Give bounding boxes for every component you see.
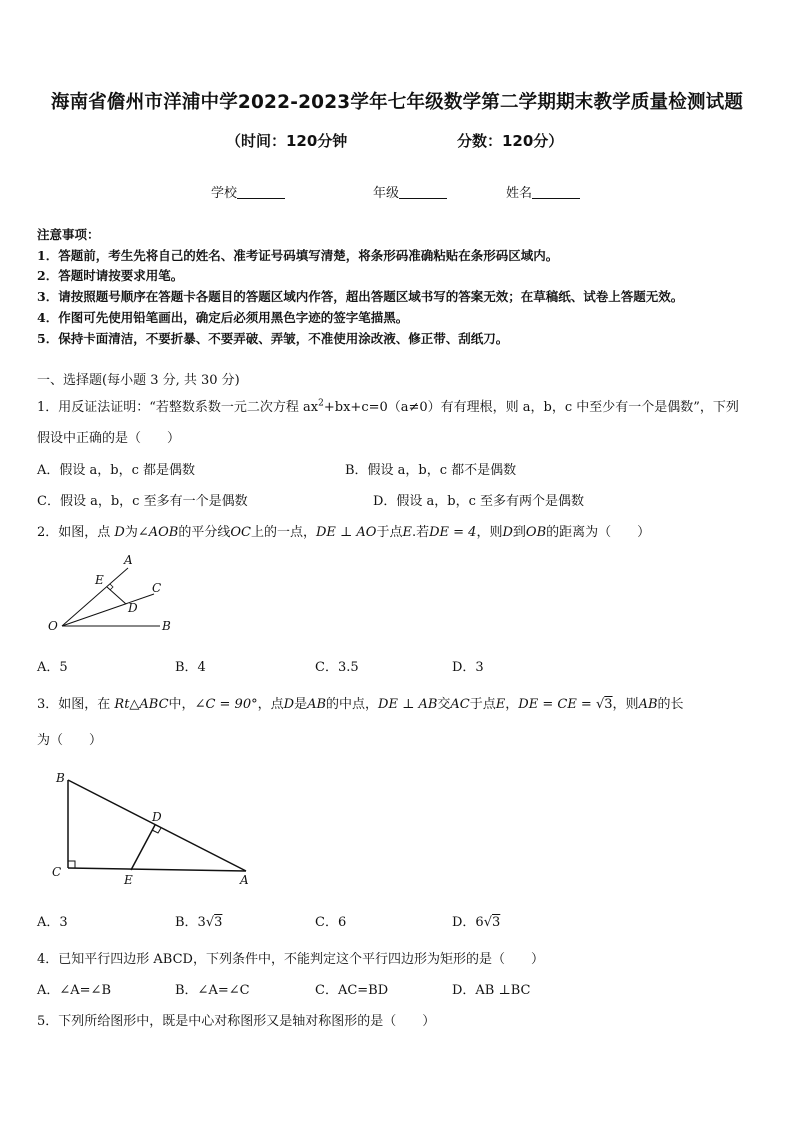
q2-figure bbox=[40, 550, 190, 640]
q3-figure bbox=[48, 768, 268, 890]
right-angle-mark-c bbox=[68, 861, 75, 868]
q1-stem-line2: 假设中正确的是（ ） bbox=[37, 431, 181, 446]
q3-text: 的中点， bbox=[326, 697, 379, 712]
q2-math: OB bbox=[525, 525, 547, 540]
exam-title: 海南省儋州市洋浦中学2022-2023学年七年级数学第二学期期末教学质量检测试题 bbox=[50, 92, 744, 113]
label-b: B bbox=[56, 771, 65, 785]
side-ca bbox=[68, 868, 246, 871]
q4-option-d: D．AB ⊥BC bbox=[452, 983, 531, 998]
note-item: 3．请按照题号顺序在答题卡各题目的答题区域内作答，超出答题区域书写的答案无效；在草稿纸、试卷上答题无效。 bbox=[37, 289, 684, 304]
q2-math: DE = 4 bbox=[429, 525, 477, 540]
q1-option-a: A．假设 a，b，c 都是偶数 bbox=[37, 463, 196, 478]
q2-math: E bbox=[402, 525, 412, 540]
q3-text: 交 bbox=[437, 697, 451, 712]
segment-de bbox=[107, 587, 126, 604]
q3-stem-line2: 为（ ） bbox=[37, 733, 103, 748]
q2-text: 上的一点， bbox=[250, 525, 316, 540]
q1-text-a: 1．用反证法证明：“若整数系数一元二次方程 ax bbox=[37, 400, 319, 415]
q3-text: ， bbox=[505, 697, 519, 712]
label-b: B bbox=[162, 619, 171, 633]
q2-option-c: C．3.5 bbox=[315, 660, 359, 675]
grade-field bbox=[373, 182, 447, 201]
q3-math: D bbox=[283, 697, 295, 712]
label-c: C bbox=[152, 581, 162, 595]
sqrt-symbol: √3 bbox=[205, 915, 223, 930]
name-field bbox=[506, 182, 580, 201]
q3-text: 3．如图，在 bbox=[37, 697, 115, 712]
sqrt-radicand: 3 bbox=[492, 915, 501, 930]
q3-math: AB bbox=[307, 697, 327, 712]
grade-blank bbox=[399, 185, 447, 199]
q3-option-a: A．3 bbox=[37, 915, 68, 930]
q2-math: D bbox=[502, 525, 513, 540]
q3-stem-line1 bbox=[37, 693, 684, 712]
name-label: 姓名 bbox=[506, 186, 533, 201]
q2-text: 2．如图，点 bbox=[37, 525, 115, 540]
q4-stem: 4．已知平行四边形 ABCD，下列条件中，不能判定这个平行四边形为矩形的是（ ） bbox=[37, 952, 544, 967]
q1-text-b: +bx+c=0（a≠0）有有理根，则 a，b，c 中至少有一个是偶数”，下列 bbox=[323, 400, 739, 415]
q2-text: 于点 bbox=[376, 525, 403, 540]
q3-option-d bbox=[452, 911, 500, 930]
label-o: O bbox=[48, 619, 58, 633]
label-d: D bbox=[128, 601, 138, 615]
q1-option-c: C．假设 a，b，c 至多有一个是偶数 bbox=[37, 494, 248, 509]
q3-text: ，则 bbox=[612, 697, 639, 712]
q4-option-a: A．∠A=∠B bbox=[37, 983, 112, 998]
q2-math: D bbox=[114, 525, 125, 540]
q3-math: AC bbox=[450, 697, 470, 712]
q3-text: 是 bbox=[294, 697, 308, 712]
q2-option-b: B．4 bbox=[175, 660, 206, 675]
sqrt-symbol: √3 bbox=[483, 915, 501, 930]
q3-math: ∠C = 90° bbox=[194, 697, 258, 712]
exam-score: 分数：120分） bbox=[457, 132, 564, 150]
q3-text: 的长 bbox=[657, 697, 684, 712]
q3-text: ，点 bbox=[257, 697, 284, 712]
side-ab bbox=[68, 780, 246, 871]
sqrt-symbol: √3 bbox=[595, 697, 613, 712]
q3-math: E bbox=[495, 697, 506, 712]
q2-math: OC bbox=[230, 525, 251, 540]
sqrt-radicand: 3 bbox=[604, 697, 613, 712]
q2-text: 到 bbox=[512, 525, 526, 540]
q3-text: 中， bbox=[168, 697, 195, 712]
ray-oc bbox=[62, 594, 154, 626]
notes-heading: 注意事项： bbox=[37, 227, 100, 242]
q3-math: AB bbox=[638, 697, 658, 712]
sqrt-radicand: 3 bbox=[214, 915, 223, 930]
label-e: E bbox=[95, 573, 104, 587]
q3-math: DE = CE = bbox=[518, 697, 596, 712]
q1-option-d: D．假设 a，b，c 至多有两个是偶数 bbox=[373, 494, 585, 509]
school-blank bbox=[237, 185, 285, 199]
q2-option-d: D．3 bbox=[452, 660, 484, 675]
q5-stem: 5．下列所给图形中，既是中心对称图形又是轴对称图形的是（ ） bbox=[37, 1014, 436, 1029]
segment-de bbox=[131, 825, 155, 870]
q4-option-b: B．∠A=∠C bbox=[175, 983, 250, 998]
right-angle-mark bbox=[110, 584, 113, 590]
q1-option-b: B．假设 a，b，c 都不是偶数 bbox=[345, 463, 517, 478]
note-item: 2．答题时请按要求用笔。 bbox=[37, 268, 184, 283]
label-a: A bbox=[124, 553, 133, 567]
note-item: 4．作图可先使用铅笔画出，确定后必须用黑色字迹的签字笔描黑。 bbox=[37, 310, 409, 325]
note-item: 1．答题前，考生先将自己的姓名、准考证号码填写清楚，将条形码准确粘贴在条形码区域内。 bbox=[37, 248, 559, 263]
label-d: D bbox=[152, 810, 162, 824]
label-a: A bbox=[240, 873, 249, 887]
q3-option-d-coef: D．6 bbox=[452, 915, 484, 930]
q3-option-b bbox=[175, 911, 222, 930]
q3-option-b-coef: B．3 bbox=[175, 915, 206, 930]
q2-math: DE ⊥ AO bbox=[316, 525, 377, 540]
label-c: C bbox=[52, 865, 62, 879]
q1-superscript: 2 bbox=[318, 398, 324, 409]
q2-text: 的平分线 bbox=[178, 525, 231, 540]
note-item: 5．保持卡面清洁，不要折暴、不要弄破、弄皱，不准使用涂改液、修正带、刮纸刀。 bbox=[37, 331, 509, 346]
q3-text: 于点 bbox=[469, 697, 496, 712]
q2-text: 的距离为（ ） bbox=[546, 525, 651, 540]
label-e: E bbox=[124, 873, 133, 887]
q2-text: 为 bbox=[124, 525, 138, 540]
grade-label: 年级 bbox=[373, 186, 400, 201]
q4-option-c: C．AC=BD bbox=[315, 983, 389, 998]
q2-option-a: A．5 bbox=[37, 660, 68, 675]
school-label: 学校 bbox=[211, 186, 238, 201]
school-field bbox=[211, 182, 285, 201]
q3-math: DE ⊥ AB bbox=[378, 697, 438, 712]
section-heading: 一、选择题(每小题 3 分, 共 30 分) bbox=[37, 373, 240, 388]
q2-text: ，则 bbox=[476, 525, 503, 540]
exam-time: （时间：120分钟 bbox=[226, 132, 348, 150]
q3-option-c: C．6 bbox=[315, 915, 347, 930]
name-blank bbox=[532, 185, 580, 199]
q2-stem bbox=[37, 521, 650, 540]
q1-stem-line1 bbox=[37, 396, 739, 415]
q2-math: ∠AOB bbox=[137, 525, 179, 540]
q3-math: Rt△ABC bbox=[114, 697, 169, 712]
q2-text: .若 bbox=[411, 525, 430, 540]
